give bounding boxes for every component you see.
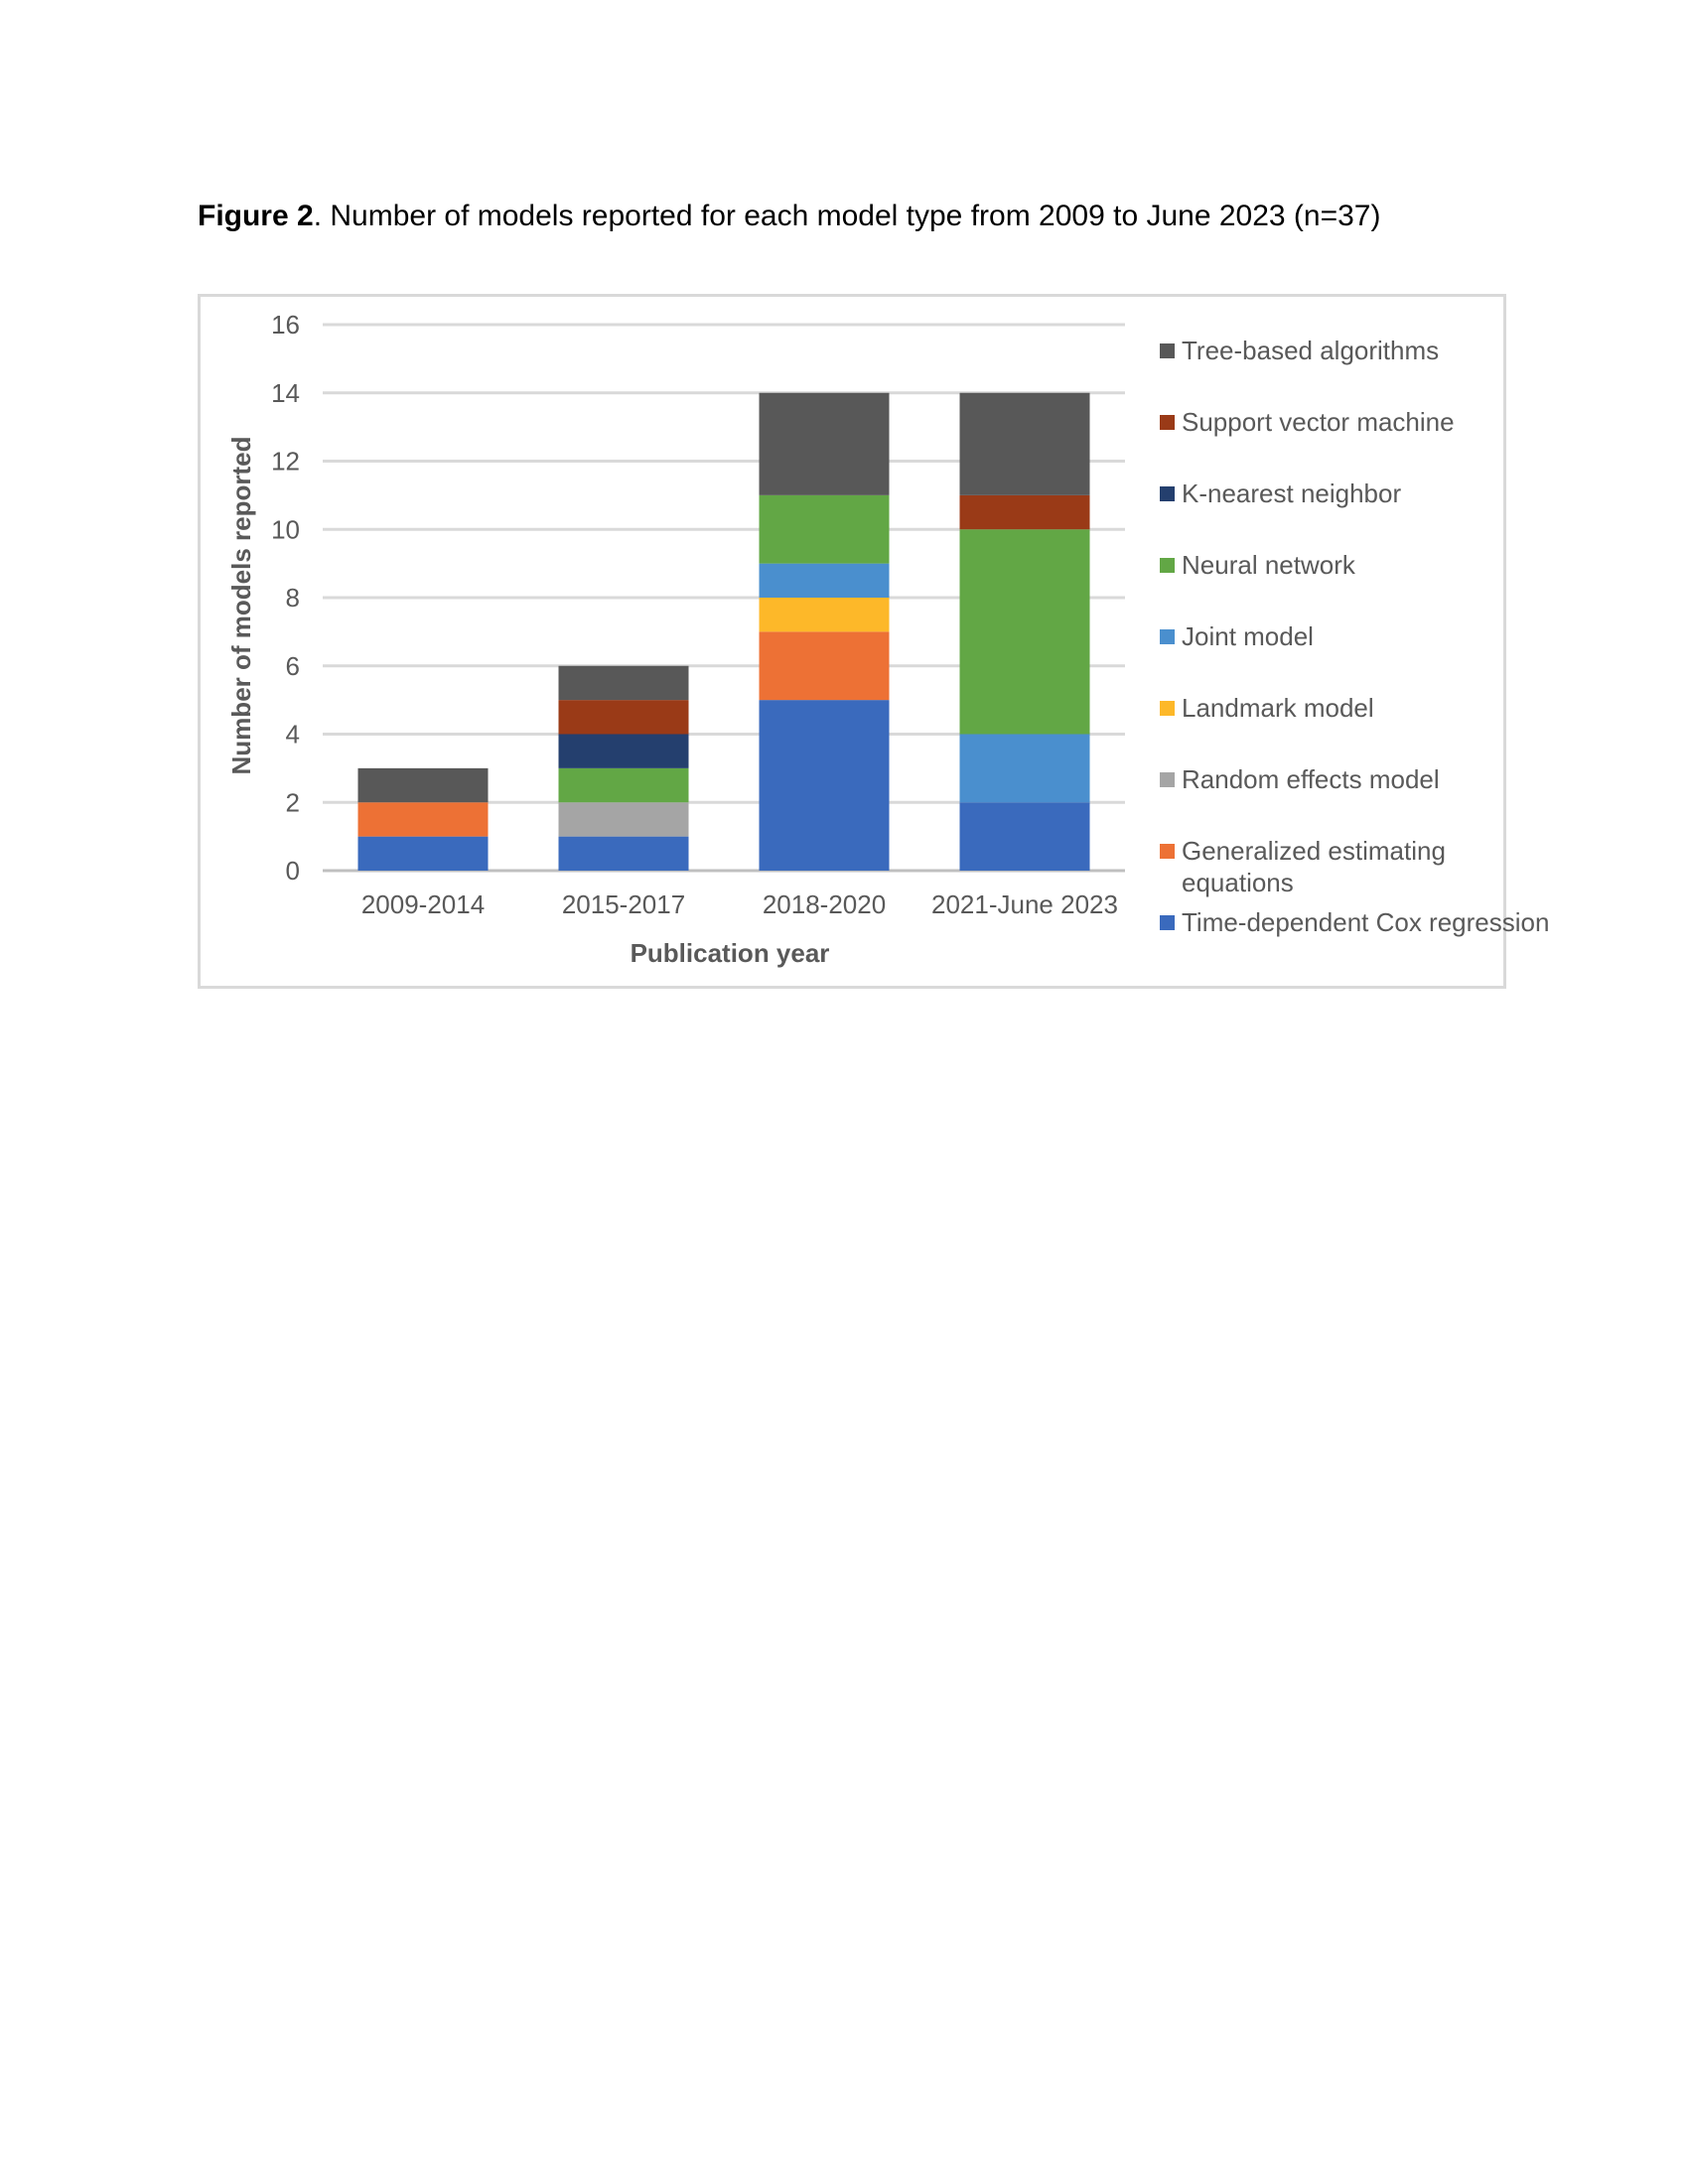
bar-segment: [559, 837, 689, 871]
legend-swatch: [1160, 558, 1175, 573]
x-tick-label: 2018-2020: [762, 889, 887, 919]
bar-segment: [358, 837, 489, 871]
bar-segment: [960, 495, 1090, 529]
legend-swatch: [1160, 772, 1175, 787]
legend-label: Support vector machine: [1182, 407, 1455, 437]
y-tick-label: 6: [285, 650, 300, 681]
x-tick-labels: [361, 889, 1118, 919]
legend-swatch: [1160, 701, 1175, 716]
y-tick-label: 10: [271, 514, 300, 545]
bar-segment: [760, 393, 890, 495]
legend-swatch: [1160, 343, 1175, 358]
x-tick-label: 2015-2017: [561, 889, 686, 919]
bar-segment: [358, 768, 489, 802]
y-tick-label: 2: [285, 787, 300, 818]
legend-swatch: [1160, 415, 1175, 430]
bar-segment: [760, 495, 890, 564]
bar-segment: [559, 768, 689, 802]
legend-label: Random effects model: [1182, 764, 1440, 794]
x-tick-label: 2021-June 2023: [931, 889, 1118, 919]
legend-label: Landmark model: [1182, 693, 1374, 723]
y-tick-label: 4: [285, 719, 300, 750]
legend-label: Joint model: [1182, 621, 1314, 651]
bar-segment: [358, 802, 489, 836]
legend-swatch: [1160, 915, 1175, 930]
y-tick-label: 0: [285, 856, 300, 886]
y-tick-label: 16: [271, 310, 300, 340]
bars: [358, 393, 1090, 871]
legend-label: Neural network: [1182, 550, 1355, 580]
bar-segment: [760, 564, 890, 598]
x-tick-label: 2009-2014: [360, 889, 486, 919]
y-tick-label: 8: [285, 583, 300, 613]
bar-segment: [960, 735, 1090, 803]
legend-swatch: [1160, 629, 1175, 644]
legend-label: K-nearest neighbor: [1182, 478, 1402, 508]
x-axis-label: Publication year: [630, 938, 830, 968]
legend-swatch: [1160, 844, 1175, 859]
y-tick-label: 12: [271, 446, 300, 477]
bar-segment: [559, 666, 689, 700]
bar-segment: [960, 393, 1090, 495]
legend-label: Tree-based algorithms: [1182, 336, 1440, 365]
legend-label: Generalized estimating equations: [1182, 836, 1446, 897]
bar-segment: [559, 802, 689, 836]
legend-label: Time-dependent Cox regression: [1182, 907, 1550, 937]
figure-caption-text: . Number of models reported for each model type from 2009 to June 2023 (n=37): [313, 200, 1381, 232]
bar-segment: [960, 529, 1090, 734]
y-tick-label: 14: [271, 377, 300, 408]
bar-segment: [559, 700, 689, 734]
figure-label: Figure 2: [198, 200, 314, 232]
bar-segment: [760, 631, 890, 700]
bar-segment: [960, 802, 1090, 871]
legend: [1160, 336, 1549, 937]
bar-segment: [559, 735, 689, 768]
bar-segment: [760, 700, 890, 871]
y-tick-labels: [271, 310, 300, 886]
legend-swatch: [1160, 486, 1175, 501]
bar-segment: [760, 598, 890, 631]
y-axis-label: Number of models reported: [226, 436, 256, 775]
